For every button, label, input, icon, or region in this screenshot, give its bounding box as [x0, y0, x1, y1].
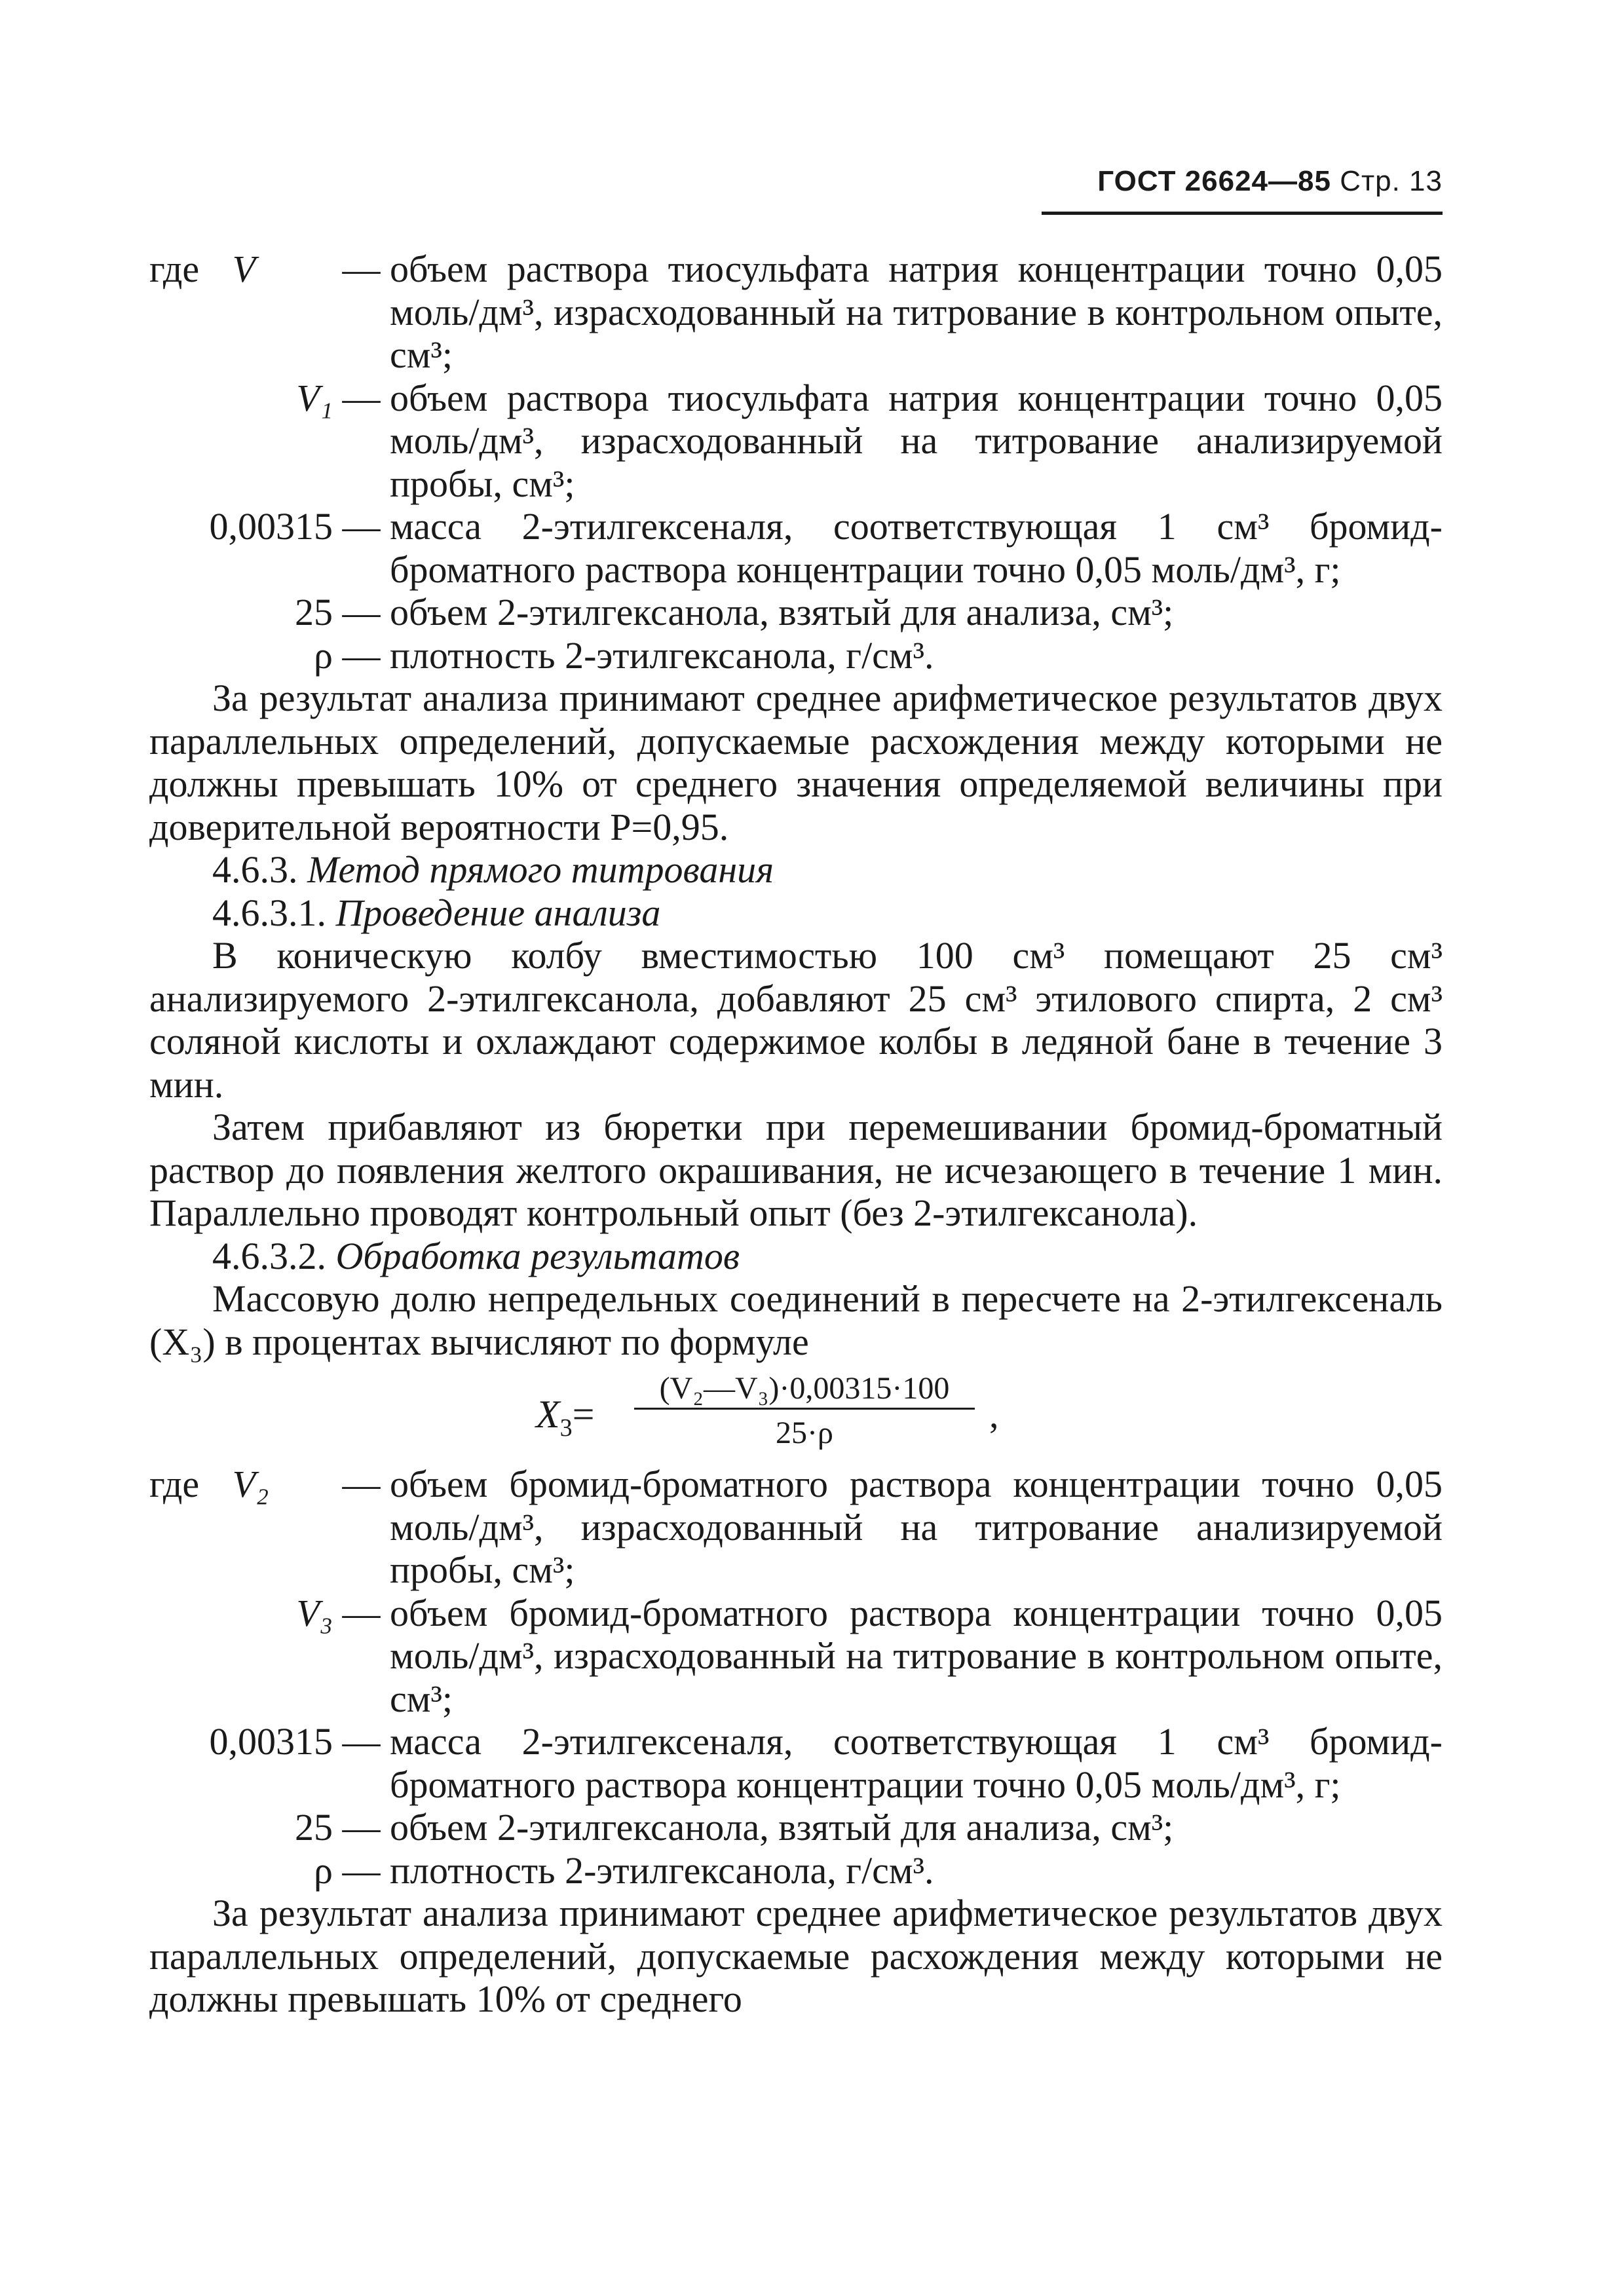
- subsection-title: Проведение анализа: [335, 891, 661, 934]
- definition-item: 25 — объем 2-этилгексанола, взятый для анализа, см³;: [149, 1806, 1443, 1849]
- definition-item: 25 — объем 2-этилгексанола, взятый для анализа, см³;: [149, 591, 1443, 634]
- definition-item: V₃ — объем бромид-броматного раствора концентрации точно 0,05 моль/дм³, израсходованный на титрование в контрольном опыте, см³;: [296, 1591, 1443, 1720]
- procedure-paragraph: Затем прибавляют из бюретки при перемешивании бромид-броматный раствор до появления желтого окрашивания, не исчезающего в течение 1 мин. Параллельно проводят контрольный опыт (без 2-этилгексанола).: [149, 1106, 1443, 1234]
- formula: [149, 1367, 1443, 1459]
- definition-text: масса 2-этилгексеналя, соответствующая 1 см³ бромид-броматного раствора концентрации точно 0,05 моль/дм³, г;: [390, 1720, 1443, 1806]
- section-heading: [149, 848, 1443, 892]
- definition-text: объем раствора тиосульфата натрия концентрации точно 0,05 моль/дм³, израсходованный на титрование в контрольном опыте, см³;: [390, 248, 1443, 376]
- definition-item: где V — объем раствора тиосульфата натрия концентрации точно 0,05 моль/дм³, израсходованный на титрование в контрольном опыте, см³;: [149, 248, 1443, 376]
- page-header: [1042, 165, 1443, 198]
- variable-symbol: V₁: [296, 376, 333, 419]
- coefficient: 0,00315: [209, 1720, 333, 1763]
- coefficient: 0,00315: [209, 505, 333, 548]
- formula-intro-paragraph: Массовую долю непредельных соединений в пересчете на 2-этилгексеналь (X₃) в процентах вычисляют по формуле: [149, 1277, 1443, 1363]
- definition-text: плотность 2-этилгексанола, г/см³.: [390, 1849, 934, 1892]
- header-rule: [1042, 212, 1443, 215]
- variable-symbol: V: [232, 248, 256, 290]
- definition-text: объем 2-этилгексанола, взятый для анализа, см³;: [390, 1806, 1174, 1849]
- result-paragraph: За результат анализа принимают среднее арифметическое результатов двух параллельных определений, допускаемые расхождения между которыми не должны превышать 10% от среднего значения определяемой величины при доверительной вероятности Р=0,95.: [149, 677, 1443, 848]
- definition-text: масса 2-этилгексеналя, соответствующая 1 см³ бромид-броматного раствора концентрации точно 0,05 моль/дм³, г;: [390, 505, 1443, 591]
- subsection-number: 4.6.3.2.: [212, 1234, 326, 1277]
- definition-text: объем бромид-броматного раствора концентрации точно 0,05 моль/дм³, израсходованный на титрование анализируемой пробы, см³;: [390, 1463, 1443, 1591]
- density-symbol: ρ: [314, 633, 333, 677]
- definition-text: объем 2-этилгексанола, взятый для анализа, см³;: [390, 591, 1174, 633]
- definition-item: V₁ — объем раствора тиосульфата натрия концентрации точно 0,05 моль/дм³, израсходованный на титрование анализируемой пробы, см³;: [296, 376, 1443, 505]
- definition-item: ρ — плотность 2-этилгексанола, г/см³.: [149, 1849, 1443, 1892]
- definition-text: объем бромид-броматного раствора концентрации точно 0,05 моль/дм³, израсходованный на титрование в контрольном опыте, см³;: [390, 1591, 1443, 1720]
- where-word: где: [149, 248, 200, 290]
- definition-item: 0,00315 — масса 2-этилгексеналя, соответствующая 1 см³ бромид-броматного раствора концентрации точно 0,05 моль/дм³, г;: [149, 1720, 1443, 1806]
- formula-denominator: 25·ρ: [776, 1416, 833, 1450]
- definition-text: плотность 2-этилгексанола, г/см³.: [390, 633, 934, 677]
- definition-item: ρ — плотность 2-этилгексанола, г/см³.: [149, 634, 1443, 677]
- subsection-heading: [149, 1235, 1443, 1278]
- definition-item: 0,00315 — масса 2-этилгексеналя, соответствующая 1 см³ бромид-броматного раствора концентрации точно 0,05 моль/дм³, г;: [149, 505, 1443, 591]
- definition-item: где V₂ — объем бромид-броматного раствора концентрации точно 0,05 моль/дм³, израсходованный на титрование анализируемой пробы, см³;: [149, 1463, 1443, 1591]
- standard-number: ГОСТ 26624—85: [1097, 165, 1331, 197]
- result-paragraph: За результат анализа принимают среднее арифметическое результатов двух параллельных определений, допускаемые расхождения между которыми не должны превышать 10% от среднего: [149, 1892, 1443, 2020]
- subsection-heading: [149, 892, 1443, 935]
- variable-symbol: V₃: [296, 1591, 333, 1634]
- page-number: Стр. 13: [1340, 165, 1443, 197]
- definition-text: объем раствора тиосульфата натрия концентрации точно 0,05 моль/дм³, израсходованный на титрование анализируемой пробы, см³;: [390, 376, 1443, 505]
- coefficient: 25: [295, 1806, 333, 1849]
- formula-lhs: $X_3=$: [536, 1393, 595, 1442]
- where-word: где: [149, 1463, 200, 1505]
- formula-numerator: (V₂—V₃)·0,00315·100: [659, 1371, 950, 1406]
- section-title: Метод прямого титрования: [307, 848, 774, 891]
- body-text: [149, 248, 1443, 2021]
- density-symbol: ρ: [314, 1849, 333, 1892]
- fraction-bar: [634, 1408, 975, 1410]
- subsection-number: 4.6.3.1.: [212, 891, 326, 934]
- subsection-title: Обработка результатов: [335, 1234, 740, 1277]
- coefficient: 25: [295, 591, 333, 633]
- procedure-paragraph: В коническую колбу вместимостью 100 см³ помещают 25 см³ анализируемого 2-этилгексанола, добавляют 25 см³ этилового спирта, 2 см³ соляной кислоты и охлаждают содержимое колбы в ледяной бане в течение 3 мин.: [149, 934, 1443, 1106]
- section-number: 4.6.3.: [212, 848, 298, 891]
- variable-symbol: V₂: [232, 1463, 269, 1505]
- formula-comma: ,: [989, 1393, 999, 1436]
